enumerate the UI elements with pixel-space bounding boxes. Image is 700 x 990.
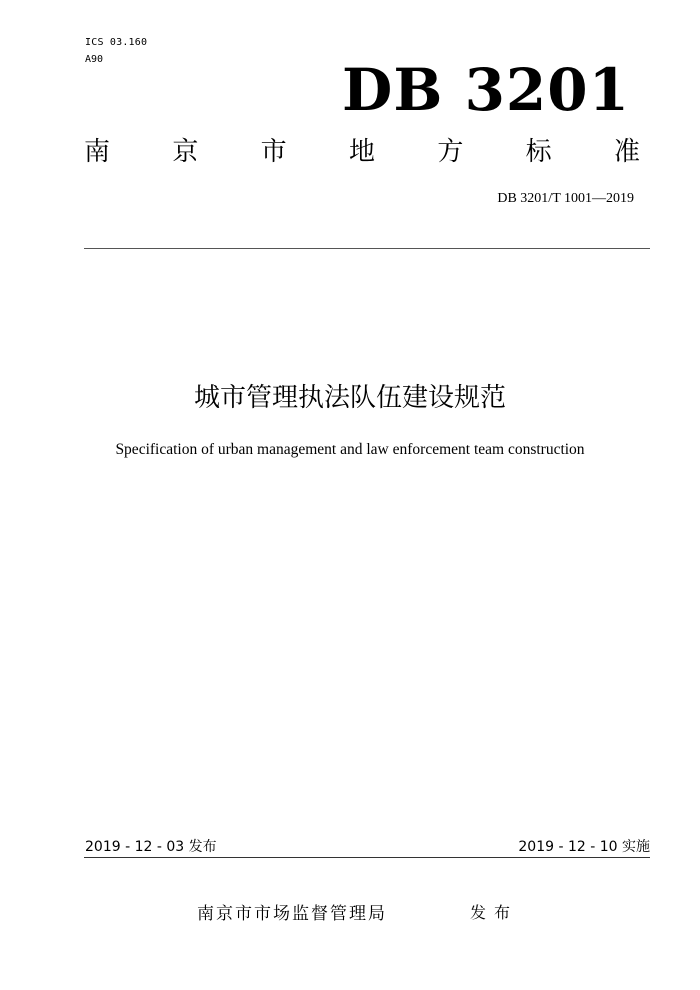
standard-type-char: 市	[260, 137, 287, 167]
issue-label: 发布	[470, 903, 519, 922]
code-number: 3201	[464, 56, 630, 124]
code-prefix: DB	[342, 56, 444, 124]
standard-type-char: 方	[437, 137, 464, 167]
standard-type	[84, 134, 640, 170]
standard-type-char: 京	[172, 137, 199, 167]
standard-type-char: 地	[348, 137, 375, 167]
footer-divider	[84, 857, 650, 858]
standard-type-char: 准	[613, 137, 640, 167]
standard-type-char: 标	[525, 137, 552, 167]
document-title-chinese: 城市管理执法队伍建设规范	[193, 383, 506, 413]
issuing-authority: 南京市市场监督管理局	[197, 904, 387, 924]
classification-code: A90	[85, 54, 104, 65]
issue-date: 2019 - 12 - 03 发布	[85, 839, 217, 855]
standard-number: DB 3201/T 1001—2019	[497, 191, 634, 206]
document-title-english: Specification of urban management and law enforcement team construction	[115, 441, 585, 458]
standard-code-heading	[342, 58, 630, 122]
implementation-date: 2019 - 12 - 10 实施	[518, 839, 650, 855]
header-divider	[84, 248, 650, 249]
standard-type-char: 南	[84, 137, 111, 167]
ics-code: ICS 03.160	[85, 37, 148, 48]
